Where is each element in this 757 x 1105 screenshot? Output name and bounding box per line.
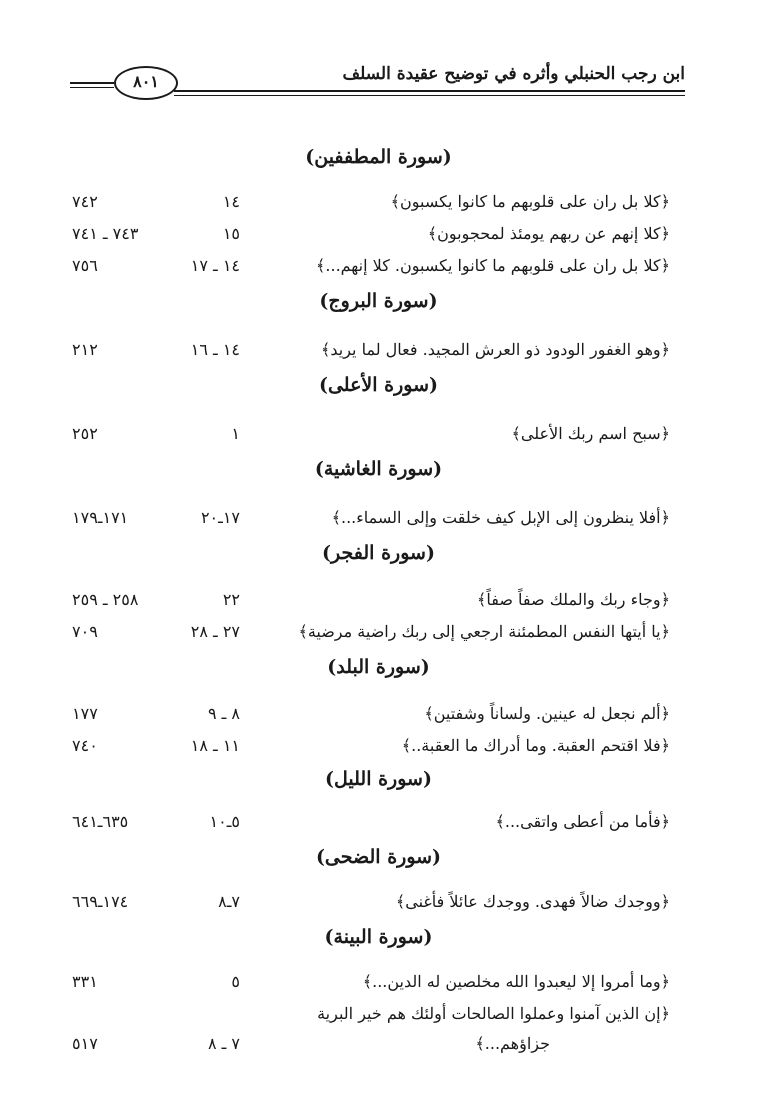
index-row bbox=[0, 892, 757, 922]
index-row bbox=[0, 192, 757, 222]
index-row bbox=[0, 1004, 757, 1060]
index-row bbox=[0, 340, 757, 370]
surah-heading: (سورة البلد) bbox=[327, 656, 430, 678]
index-row bbox=[0, 622, 757, 652]
ayah-number: ١٤ ـ ١٧ bbox=[190, 256, 240, 275]
page-reference: ٧٥٦ bbox=[72, 256, 98, 275]
ayah-number: ١٧ـ٢٠ bbox=[200, 508, 240, 527]
page-reference: ٧٤٠ bbox=[72, 736, 98, 755]
verse-text: ﴿فأما من أعطى واتقى...﴾ bbox=[495, 812, 670, 831]
index-row bbox=[0, 508, 757, 538]
verse-text: ﴿وجاء ربك والملك صفاً صفاً﴾ bbox=[477, 590, 670, 609]
verse-text: ﴿وهو الغفور الودود ذو العرش المجيد. فعال لما يريد﴾ bbox=[320, 340, 670, 359]
index-row bbox=[0, 224, 757, 254]
ayah-number: ١٤ ـ ١٦ bbox=[190, 340, 240, 359]
page-reference: ٢٥٢ bbox=[72, 424, 98, 443]
page-reference: ٧٤٢ bbox=[72, 192, 98, 211]
book-title: ابن رجب الحنبلي وأثره في توضيح عقيدة السلف bbox=[342, 64, 685, 84]
surah-heading: (سورة الضحى) bbox=[315, 846, 442, 868]
verse-text: ﴿أفلا ينظرون إلى الإبل كيف خلقت وإلى السماء...﴾ bbox=[331, 508, 670, 527]
surah-heading: (سورة الغاشية) bbox=[314, 458, 443, 480]
surah-heading: (سورة البينة) bbox=[324, 926, 433, 948]
page-reference: ٢٥٨ ـ ٢٥٩ bbox=[72, 590, 139, 609]
index-row bbox=[0, 704, 757, 734]
ayah-number: ١٥ bbox=[222, 224, 240, 243]
verse-text: ﴿وما أمروا إلا ليعبدوا الله مخلصين له الدين...﴾ bbox=[362, 972, 670, 991]
page-reference: ٧٤٣ ـ ٧٤١ bbox=[72, 224, 139, 243]
page-reference: ٦٣٥ـ٦٤١ bbox=[72, 812, 129, 831]
ayah-number: ١١ ـ ١٨ bbox=[190, 736, 240, 755]
verse-text: ﴿سبح اسم ربك الأعلى﴾ bbox=[511, 424, 670, 443]
verse-text: ﴿فلا اقتحم العقبة. وما أدراك ما العقبة..﴾ bbox=[401, 736, 670, 755]
surah-heading: (سورة الليل) bbox=[325, 768, 432, 790]
index-row bbox=[0, 972, 757, 1002]
surah-heading: (سورة الفجر) bbox=[322, 542, 435, 564]
verse-text: ﴿يا أيتها النفس المطمئنة ارجعي إلى ربك راضية مرضية﴾ bbox=[298, 622, 670, 641]
verse-text: ﴿كلا بل ران على قلوبهم ما كانوا يكسبون. كلا إنهم...﴾ bbox=[316, 256, 670, 275]
ayah-number: ١ bbox=[231, 424, 240, 443]
index-row bbox=[0, 256, 757, 286]
verse-text-continued: جزاؤهم...﴾ bbox=[475, 1034, 550, 1053]
page-reference: ١٧٤ـ٦٦٩ bbox=[72, 892, 129, 911]
ayah-number: ١٤ bbox=[222, 192, 240, 211]
verse-text: ﴿ووجدك ضالاً فهدى. ووجدك عائلاً فأغنى﴾ bbox=[395, 892, 670, 911]
ayah-number: ٥ـ١٠ bbox=[209, 812, 240, 831]
index-row bbox=[0, 736, 757, 766]
page-reference: ١٧٧ bbox=[72, 704, 98, 723]
verse-text: ﴿كلا إنهم عن ربهم يومئذ لمحجوبون﴾ bbox=[427, 224, 670, 243]
index-row bbox=[0, 812, 757, 842]
ayah-number: ٧ـ٨ bbox=[218, 892, 240, 911]
verse-text: ﴿ألم نجعل له عينين. ولساناً وشفتين﴾ bbox=[424, 704, 670, 723]
surah-heading: (سورة المطففين) bbox=[305, 146, 452, 168]
page-reference: ٥١٧ bbox=[72, 1034, 98, 1053]
page-reference: ٧٠٩ bbox=[72, 622, 98, 641]
ayah-number: ٥ bbox=[231, 972, 240, 991]
index-row bbox=[0, 424, 757, 454]
ayah-number: ٢٧ ـ ٢٨ bbox=[190, 622, 240, 641]
ayah-number: ٢٢ bbox=[222, 590, 240, 609]
surah-heading: (سورة الأعلى) bbox=[318, 374, 439, 396]
verse-text: ﴿إن الذين آمنوا وعملوا الصالحات أولئك هم خير البرية bbox=[317, 1004, 670, 1023]
ayah-number: ٧ ـ ٨ bbox=[207, 1034, 240, 1053]
surah-heading: (سورة البروج) bbox=[319, 290, 438, 312]
page-number: ٨٠١ bbox=[114, 66, 178, 100]
ayah-number: ٨ ـ ٩ bbox=[207, 704, 240, 723]
index-row bbox=[0, 590, 757, 620]
page-reference: ٢١٢ bbox=[72, 340, 98, 359]
page-reference: ٣٣١ bbox=[72, 972, 98, 991]
verse-text: ﴿كلا بل ران على قلوبهم ما كانوا يكسبون﴾ bbox=[390, 192, 670, 211]
page-reference: ١٧١ـ١٧٩ bbox=[72, 508, 129, 527]
